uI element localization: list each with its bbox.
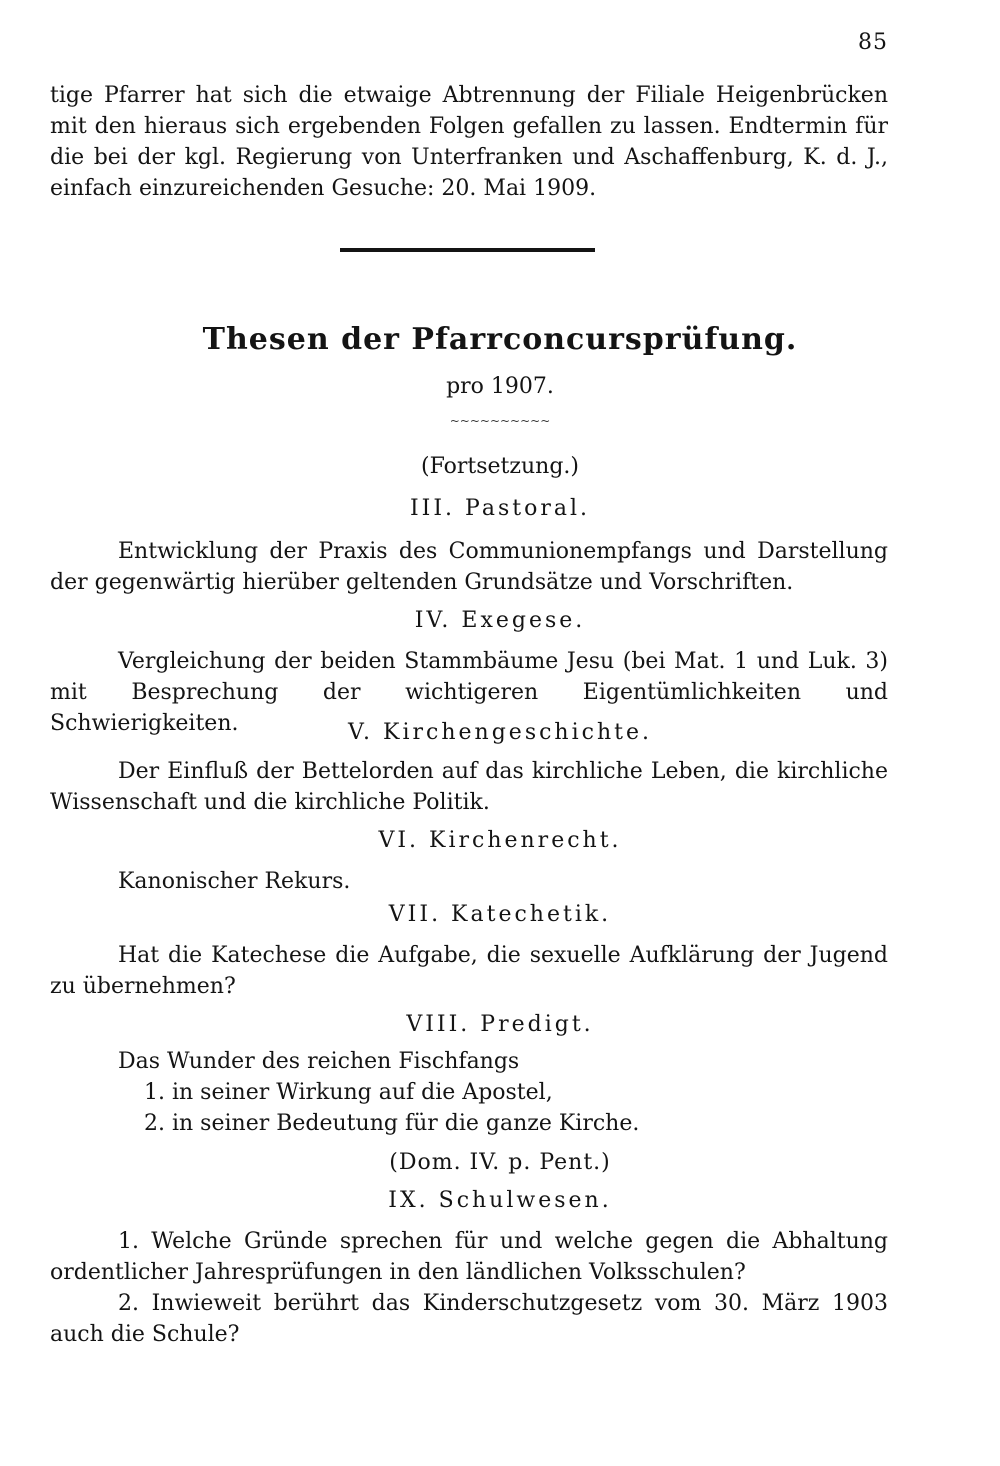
list-item-predigt-1: 1. in seiner Wirkung auf die Apostel, [144,1080,553,1105]
text-exegese: Vergleichung der beiden Stammbäume Jesu (bei Mat. 1 und Luk. 3) mit Besprechung der wichtigeren Eigentümlichkeiten und Schwierigkeiten. [50,649,888,736]
intro-paragraph: tige Pfarrer hat sich die etwaige Abtrennung der Filiale Heigenbrücken mit den hieraus sich ergebenden Folgen gefallen zu lassen. Endtermin für die bei der kgl. Regierung von Unterfranken und Aschaffenburg, K. d. J., einfach einzureichenden Gesuche: 20. Mai 1909. [50,83,888,201]
text-kirchenrecht: Kanonischer Rekurs. [118,869,351,894]
heading-exegese: IV. Exegese. [414,608,586,633]
text-pastoral: Entwicklung der Praxis des Communionempfangs und Darstellung der gegenwärtig hierüber geltenden Grundsätze und Vorschriften. [50,539,888,595]
text-schulwesen-2: 2. Inwieweit berührt das Kinderschutzgesetz vom 30. März 1903 auch die Schule? [50,1291,888,1347]
predigt-note: (Dom. IV. p. Pent.) [389,1150,611,1175]
heading-kirchengeschichte: V. Kirchengeschichte. [348,720,652,745]
heading-predigt: VIII. Predigt. [406,1012,594,1037]
continuation-note: (Fortsetzung.) [421,454,579,479]
text-predigt: Das Wunder des reichen Fischfangs [118,1049,520,1074]
heading-katechetik: VII. Katechetik. [388,902,612,927]
text-schulwesen-1: 1. Welche Gründe sprechen für und welche gegen die Abhaltung ordentlicher Jahresprüfungen in den ländlichen Volksschulen? [50,1229,888,1285]
list-item-predigt-2: 2. in seiner Bedeutung für die ganze Kirche. [144,1111,640,1136]
heading-schulwesen: IX. Schulwesen. [388,1188,612,1213]
subtitle: pro 1907. [446,374,554,399]
heading-kirchenrecht: VI. Kirchenrecht. [378,828,622,853]
text-katechetik: Hat die Katechese die Aufgabe, die sexuelle Aufklärung der Jugend zu übernehmen? [50,943,888,999]
heading-pastoral: III. Pastoral. [409,496,591,521]
page-number: 85 [858,30,888,55]
section-divider-rule [340,248,595,252]
text-kirchengeschichte: Der Einfluß der Bettelorden auf das kirchliche Leben, die kirchliche Wissenschaft und die kirchliche Politik. [50,759,888,815]
page-title: Thesen der Pfarrconcursprüfung. [202,322,798,357]
ornament-divider: ~~~~~~~~~~ [449,414,551,428]
